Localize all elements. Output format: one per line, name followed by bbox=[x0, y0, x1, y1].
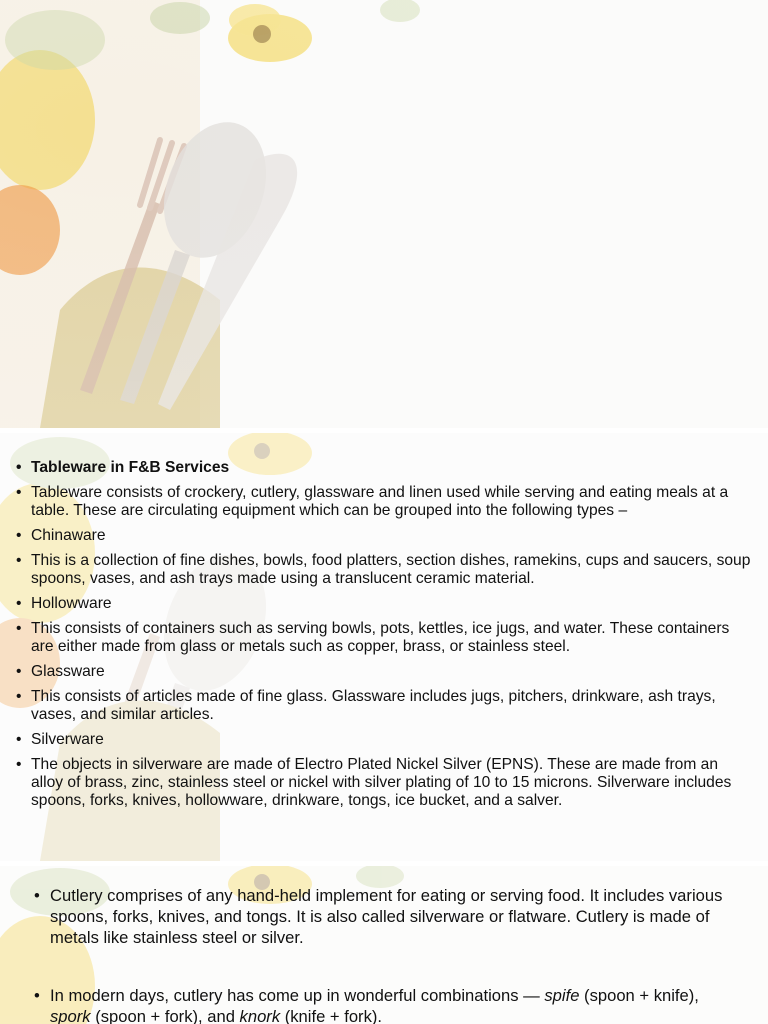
list-item bbox=[14, 527, 754, 545]
list-item-text: The objects in silverware are made of Electro Plated Nickel Silver (EPNS). These are made from an alloy of brass, zinc, stainless steel or nickel with silver plating of 10 to 15 microns. Silverware includes spoons, forks, knives, hollowware, drinkware, tongs, ice bucket, and a salver. bbox=[31, 756, 732, 809]
list-item bbox=[14, 484, 754, 520]
italic-term: spife bbox=[544, 986, 580, 1005]
list-item bbox=[14, 620, 754, 656]
list-item-text: Glassware bbox=[31, 663, 105, 680]
list-item-text: Chinaware bbox=[31, 527, 106, 544]
list-item bbox=[14, 756, 754, 810]
list-item bbox=[14, 663, 754, 681]
text-run: (knife + fork). bbox=[280, 1007, 383, 1024]
list-item-text: This consists of articles made of fine glass. Glassware includes jugs, pitchers, drinkware, ash trays, vases, and similar articles. bbox=[31, 688, 716, 723]
text-run: In modern days, cutlery has come up in wonderful combinations — bbox=[50, 986, 545, 1005]
text-run: (spoon + knife), bbox=[579, 986, 699, 1005]
list-item bbox=[14, 688, 754, 724]
list-item-text: This is a collection of fine dishes, bowls, food platters, section dishes, ramekins, cups and saucers, soup spoons, vases, and ash trays made using a translucent ceramic material. bbox=[31, 552, 751, 587]
list-item-text: Cutlery comprises of any hand-held implement for eating or serving food. It includes various spoons, forks, knives, and tongs. It is also called silverware or flatware. Cutlery is made of metals like stainless steel or silver. bbox=[50, 886, 723, 947]
tableware-bullet-list bbox=[14, 459, 754, 817]
list-item-text: Silverware bbox=[31, 731, 104, 748]
list-item-text: This consists of containers such as serving bowls, pots, kettles, ice jugs, and water. These containers are either made from glass or metals such as copper, brass, or stainless steel. bbox=[31, 620, 730, 655]
cutlery-bullet-list bbox=[32, 885, 732, 1024]
slide-3 bbox=[0, 866, 768, 1024]
list-item-text: Hollowware bbox=[31, 595, 112, 612]
list-item-text: Tableware in F&B Services bbox=[31, 459, 230, 476]
text-run: (spoon + fork), and bbox=[90, 1007, 240, 1024]
list-item bbox=[14, 595, 754, 613]
italic-term: knork bbox=[239, 1007, 281, 1024]
section-heading bbox=[14, 459, 754, 477]
slide-2 bbox=[0, 433, 768, 861]
list-item bbox=[32, 985, 732, 1024]
slide-1 bbox=[0, 0, 768, 428]
italic-term: spork bbox=[50, 1007, 91, 1024]
list-item bbox=[32, 885, 732, 948]
list-item-text: Tableware consists of crockery, cutlery, glassware and linen used while serving and eating meals at a table. These are circulating equipment which can be grouped into the following types – bbox=[31, 484, 729, 519]
list-item bbox=[14, 552, 754, 588]
flowers-and-cutlery-photo bbox=[0, 0, 768, 428]
list-item bbox=[14, 731, 754, 749]
